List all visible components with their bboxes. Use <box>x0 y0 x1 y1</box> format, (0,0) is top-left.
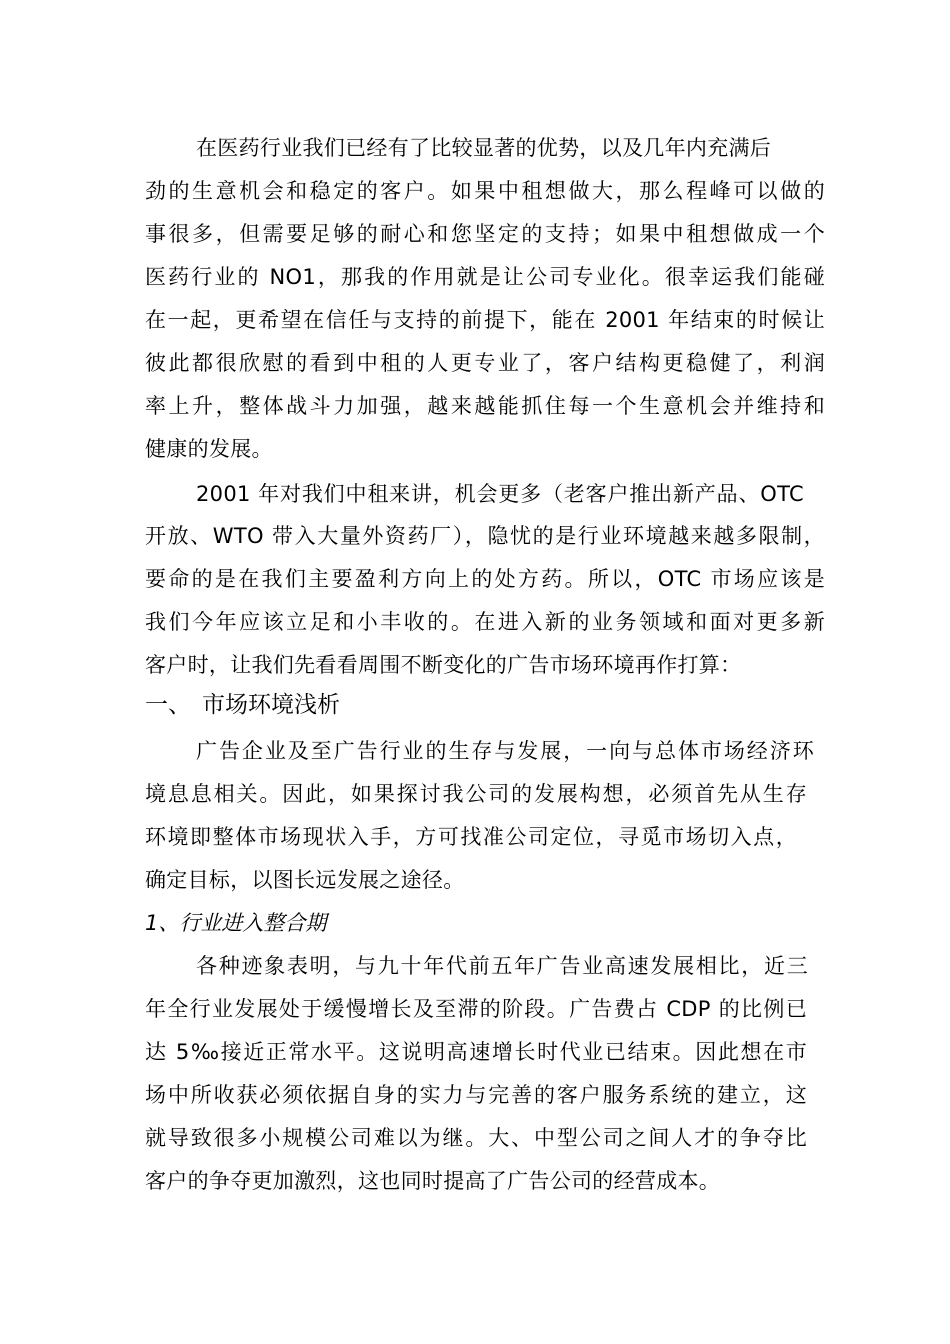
paragraph-1-line-5: 在一起，更希望在信任与支持的前提下，能在 2001 年结束的时候让 <box>145 308 825 332</box>
paragraph-2-line-5: 客户时，让我们先看看周围不断变化的广告市场环境再作打算： <box>145 653 742 677</box>
paragraph-1-line-8: 健康的发展。 <box>145 437 273 461</box>
paragraph-4-line-4: 场中所收获必须依据自身的实力与完善的客户服务系统的建立，这 <box>145 1083 807 1107</box>
paragraph-1-line-6: 彼此都很欣慰的看到中租的人更专业了，客户结构更稳健了，利润 <box>145 351 825 375</box>
paragraph-3-line-2: 境息息相关。因此，如果探讨我公司的发展构想，必须首先从生存 <box>145 782 807 806</box>
section-title: 市场环境浅析 <box>202 692 340 718</box>
paragraph-2-line-3: 要命的是在我们主要盈利方向上的处方药。所以，OTC 市场应该是 <box>145 567 825 591</box>
paragraph-3-line-3: 环境即整体市场现状入手，方可找准公司定位，寻觅市场切入点， <box>145 825 797 849</box>
paragraph-1-line-3: 事很多，但需要足够的耐心和您坚定的支持；如果中租想做成一个 <box>145 222 825 246</box>
section-heading <box>145 690 340 720</box>
paragraph-4-line-2: 年全行业发展处于缓慢增长及至滞的阶段。广告费占 CDP 的比例已 <box>145 997 807 1021</box>
paragraph-1-line-1: 在医药行业我们已经有了比较显著的优势，以及几年内充满后 <box>196 136 772 160</box>
paragraph-4-line-6: 客户的争夺更加激烈，这也同时提高了广告公司的经营成本。 <box>145 1169 721 1193</box>
paragraph-1-line-2: 劲的生意机会和稳定的客户。如果中租想做大，那么程峰可以做的 <box>145 179 825 203</box>
paragraph-1-line-4: 医药行业的 NO1，那我的作用就是让公司专业化。很幸运我们能碰 <box>145 265 825 289</box>
paragraph-3-line-1: 广告企业及至广告行业的生存与发展，一向与总体市场经济环 <box>196 739 814 763</box>
section-number: 一、 <box>145 692 191 718</box>
paragraph-2-line-2: 开放、WTO 带入大量外资药厂），隐忧的是行业环境越来越多限制， <box>145 524 825 548</box>
paragraph-4-line-1: 各种迹象表明，与九十年代前五年广告业高速发展相比，近三 <box>196 954 808 978</box>
paragraph-3-line-4: 确定目标，以图长远发展之途径。 <box>145 868 465 892</box>
paragraph-1-line-7: 率上升，整体战斗力加强，越来越能抓住每一个生意机会并维持和 <box>145 394 825 418</box>
paragraph-4-line-3: 达 5‰接近正常水平。这说明高速增长时代业已结束。因此想在市 <box>145 1040 807 1064</box>
paragraph-4-line-5: 就导致很多小规模公司难以为继。大、中型公司之间人才的争夺比 <box>145 1126 807 1150</box>
paragraph-2-line-4: 我们今年应该立足和小丰收的。在进入新的业务领域和面对更多新 <box>145 610 825 634</box>
subsection-heading: 1、行业进入整合期 <box>145 911 327 935</box>
paragraph-2-line-1: 2001 年对我们中租来讲，机会更多（老客户推出新产品、OTC <box>196 482 804 506</box>
